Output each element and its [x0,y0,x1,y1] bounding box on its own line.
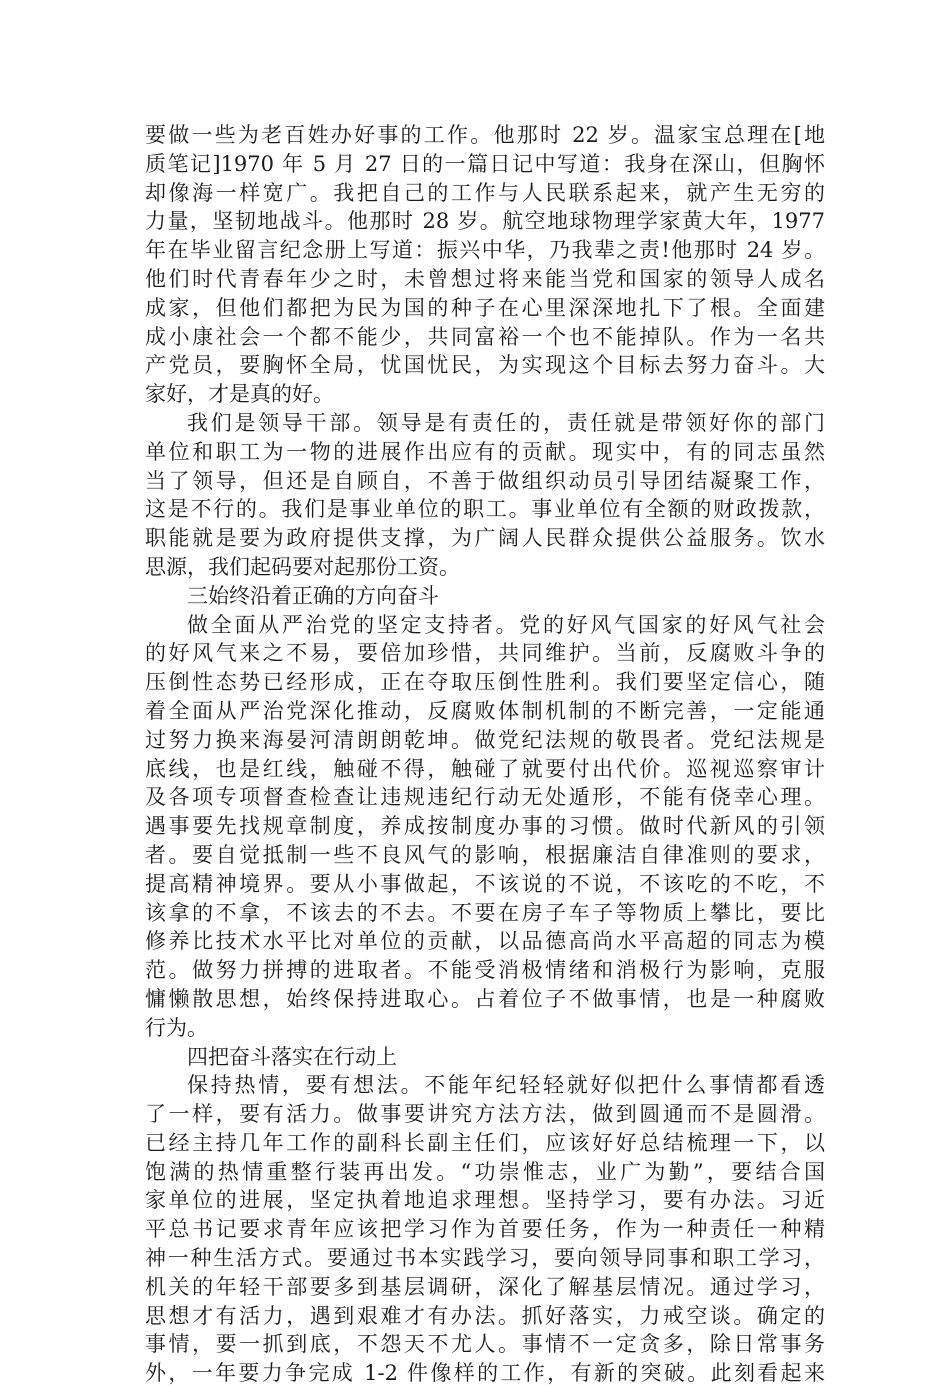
text-line: 保持热情，要有想法。不能年纪轻轻就好似把什么事情都看透 [187,1073,825,1098]
text-line: 饱满的热情重整行装再出发。“功崇惟志，业广为勤”，要结合国 [145,1159,825,1184]
text-line: 质笔记]1970 年 5 月 27 日的一篇日记中写道：我身在深山，但胸怀 [145,151,825,176]
text-line: 他们时代青春年少之时，未曾想过将来能当党和国家的领导人成名 [145,266,825,291]
text-line: 修养比技术水平比对单位的贡献，以品德高尚水平高超的同志为模 [145,929,825,954]
text-line: 成家，但他们都把为民为国的种子在心里深深地扎下了根。全面建 [145,295,825,320]
text-line: 思想才有活力，遇到艰难才有办法。抓好落实，力戒空谈。确定的 [145,1303,825,1328]
text-line: 力量，坚韧地战斗。他那时 28 岁。航空地球物理学家黄大年，1977 [145,209,825,234]
text-line: 产党员，要胸怀全局，忧国忧民，为实现这个目标去努力奋斗。大 [145,353,825,378]
text-line: 的好风气来之不易，要倍加珍惜，共同维护。当前，反腐败斗争的 [145,641,825,666]
text-line: 职能就是要为政府提供支撑，为广阔人民群众提供公益服务。饮水 [145,526,825,551]
text-line: 要做一些为老百姓办好事的工作。他那时 22 岁。温家宝总理在[地 [145,123,825,147]
text-line: 平总书记要求青年应该把学习作为首要任务，作为一种责任一种精 [145,1217,825,1242]
text-line: 思源，我们起码要对起那份工资。 [145,554,460,579]
text-line: 已经主持几年工作的副科长副主任们，应该好好总结梳理一下，以 [145,1130,825,1155]
text-line: 着全面从严治党深化推动，反腐败体制机制的不断完善，一定能通 [145,698,825,723]
text-line: 这是不行的。我们是事业单位的职工。事业单位有全额的财政拨款， [145,497,825,522]
text-line: 做全面从严治党的坚定支持者。党的好风气国家的好风气社会 [187,612,825,637]
text-line: 事情，要一抓到底，不怨天不尤人。事情不一定贪多，除日常事务 [145,1332,825,1357]
text-line: 三始终沿着正确的方向奋斗 [187,583,439,608]
text-line: 成小康社会一个都不能少，共同富裕一个也不能掉队。作为一名共 [145,324,825,349]
text-line: 及各项专项督查检查让违规违纪行动无处遁形，不能有侥幸心理。 [145,785,825,810]
text-line: 行为。 [145,1015,208,1040]
text-line: 者。要自觉抵制一些不良风气的影响，根据廉洁自律准则的要求， [145,842,825,867]
text-line: 慵懒散思想，始终保持进取心。占着位子不做事情，也是一种腐败 [145,986,825,1011]
text-line: 范。做努力拼搏的进取者。不能受消极情绪和消极行为影响，克服 [145,958,825,983]
text-line: 家好，才是真的好。 [145,382,334,407]
text-line: 家单位的进展，坚定执着地追求理想。坚持学习，要有办法。习近 [145,1188,825,1213]
text-line: 神一种生活方式。要通过书本实践学习，要向领导同事和职工学习， [145,1246,825,1271]
text-line: 遇事要先找规章制度，养成按制度办事的习惯。做时代新风的引领 [145,814,825,839]
text-line: 了一样，要有活力。做事要讲究方法方法，做到圆通而不是圆滑。 [145,1102,825,1127]
text-line: 该拿的不拿，不该去的不去。不要在房子车子等物质上攀比，要比 [145,900,825,925]
document-body [145,121,825,1388]
text-line: 机关的年轻干部要多到基层调研，深化了解基层情况。通过学习， [145,1274,825,1299]
text-line: 四把奋斗落实在行动上 [187,1044,397,1069]
text-line: 压倒性态势已经形成，正在夺取压倒性胜利。我们要坚定信心，随 [145,670,825,695]
text-line: 单位和职工为一物的进展作出应有的贡献。现实中，有的同志虽然 [145,439,825,464]
text-line: 底线，也是红线，触碰不得，触碰了就要付出代价。巡视巡察审计 [145,756,825,781]
text-line: 外，一年要力争完成 1-2 件像样的工作，有新的突破。此刻看起来 [145,1361,825,1386]
text-line: 当了领导，但还是自顾自，不善于做组织动员引导团结凝聚工作， [145,468,825,493]
text-line: 提高精神境界。要从小事做起，不该说的不说，不该吃的不吃，不 [145,871,825,896]
text-line: 过努力换来海晏河清朗朗乾坤。做党纪法规的敬畏者。党纪法规是 [145,727,825,752]
text-line: 年在毕业留言纪念册上写道：振兴中华，乃我辈之责!他那时 24 岁。 [145,238,825,263]
text-line: 却像海一样宽广。我把自己的工作与人民联系起来，就产生无穷的 [145,180,825,205]
text-line: 我们是领导干部。领导是有责任的，责任就是带领好你的部门 [187,410,825,435]
